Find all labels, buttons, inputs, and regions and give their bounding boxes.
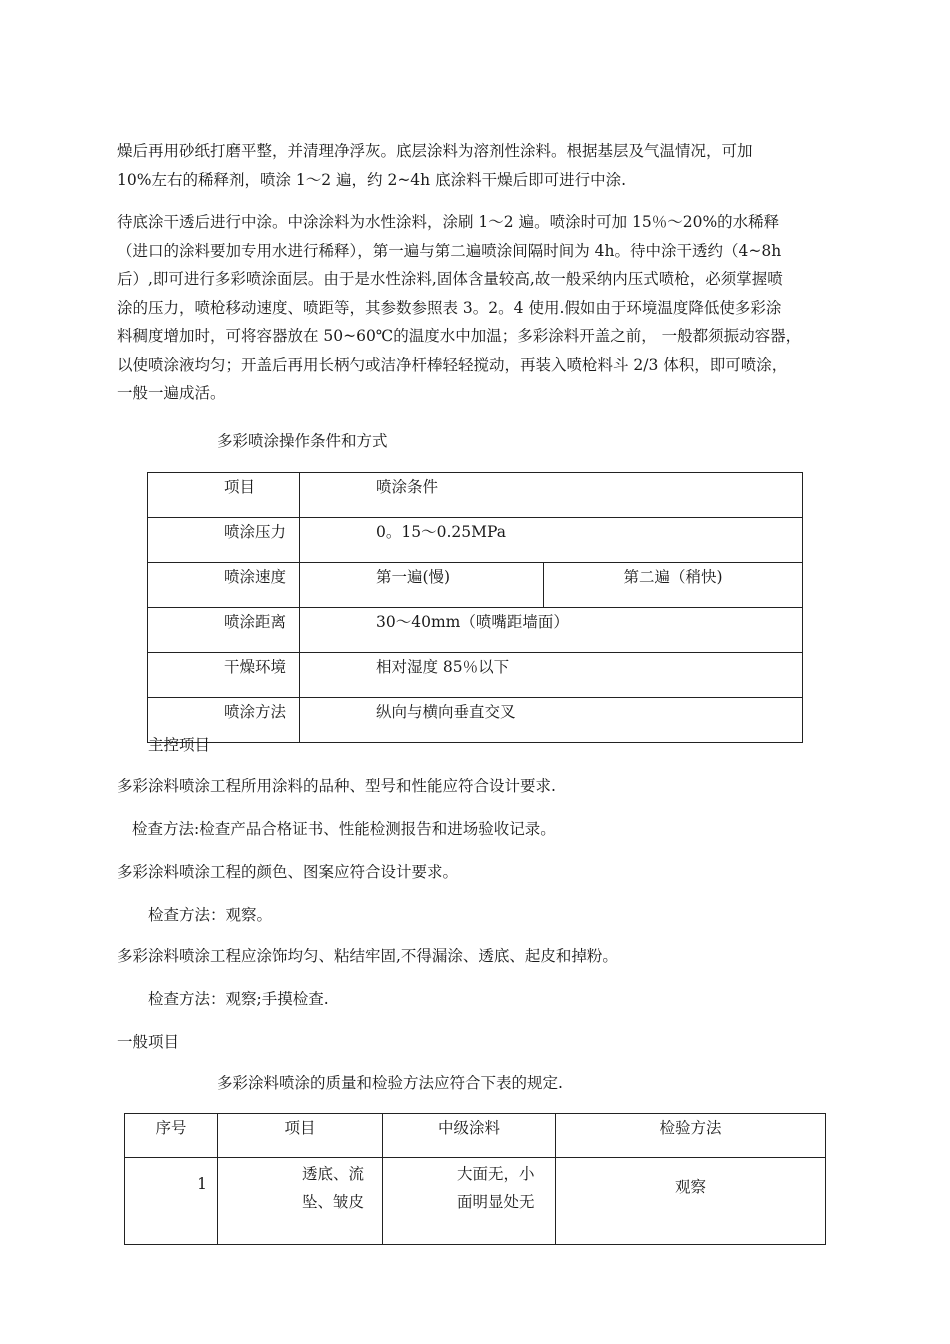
- requirement-text: 多彩涂料喷涂工程应涂饰均匀、粘结牢固,不得漏涂、透底、起皮和掉粉。: [117, 947, 618, 965]
- paragraph-line: （进口的涂料要加专用水进行稀释），第一遍与第二遍喷涂间隔时间为 4h。待中涂干透约（4~8h: [117, 241, 782, 260]
- table-row: [148, 698, 803, 743]
- table-header-row: [125, 1114, 826, 1158]
- table-cell: 喷涂压力: [148, 518, 300, 563]
- table-cell: 干燥环境: [148, 653, 300, 698]
- table-cell: 项目: [218, 1114, 383, 1158]
- table-cell: 第一遍(慢): [300, 563, 544, 608]
- table-cell: 喷涂条件: [300, 473, 803, 518]
- table-row: [148, 608, 803, 653]
- table-row: [148, 518, 803, 563]
- paragraph-line: 一般一遍成活。: [117, 384, 226, 402]
- intro-line: 10%左右的稀释剂，喷涂 1～2 遍，约 2~4h 底涂料干燥后即可进行中涂.: [117, 171, 627, 189]
- table-cell: 30～40mm（喷嘴距墙面）: [300, 608, 803, 653]
- table-header-row: [148, 473, 803, 518]
- main-control-heading: 主控项目: [148, 736, 211, 754]
- requirement-text: 多彩涂料喷涂工程的颜色、图案应符合设计要求。: [117, 863, 459, 881]
- table1-caption: 多彩喷涂操作条件和方式: [217, 432, 388, 450]
- table-cell: 检验方法: [556, 1114, 826, 1158]
- table-cell: 纵向与横向垂直交叉: [300, 698, 803, 743]
- table-cell: [383, 1158, 556, 1245]
- paragraph-line: 后）,即可进行多彩喷涂面层。由于是水性涂料,固体含量较高,故一般采纳内压式喷枪，必须掌握喷: [117, 270, 783, 288]
- table-row: [148, 563, 803, 608]
- cell-text: 透底、流坠、皱皮: [302, 1165, 365, 1211]
- table-row: [125, 1158, 826, 1245]
- table-cell: 中级涂料: [383, 1114, 556, 1158]
- inspection-method: 检查方法：观察。: [148, 906, 273, 924]
- intro-paragraph: [117, 137, 837, 195]
- table-row: [148, 653, 803, 698]
- table-cell: 1: [125, 1158, 218, 1245]
- table-cell: 相对湿度 85％以下: [300, 653, 803, 698]
- middle-coat-paragraph: [117, 208, 839, 408]
- table2-caption: 多彩涂料喷涂的质量和检验方法应符合下表的规定.: [217, 1074, 563, 1092]
- table-cell: 喷涂速度: [148, 563, 300, 608]
- table-cell: 第二遍（稍快): [544, 563, 803, 608]
- requirement-text: 多彩涂料喷涂工程所用涂料的品种、型号和性能应符合设计要求.: [117, 777, 556, 795]
- spray-conditions-table: [147, 472, 803, 743]
- inspection-method: 检查方法:检查产品合格证书、性能检测报告和进场验收记录。: [132, 820, 556, 838]
- table-cell: 喷涂距离: [148, 608, 300, 653]
- paragraph-line: 以使喷涂液均匀；开盖后再用长柄勺或洁净杆棒轻轻搅动，再装入喷枪料斗 2/3 体积，即可喷涂，: [117, 355, 788, 374]
- table-cell: 观察: [556, 1158, 826, 1245]
- paragraph-line: 料稠度增加时，可将容器放在 50~60℃的温度水中加温；多彩涂料开盖之前， 一般都须振动容器，: [117, 327, 802, 345]
- inspection-method: 检查方法：观察;手摸检查.: [148, 990, 329, 1008]
- table-cell: 序号: [125, 1114, 218, 1158]
- general-heading: 一般项目: [117, 1033, 180, 1051]
- table-cell: 0。15～0.25MPa: [300, 518, 803, 563]
- paragraph-line: 待底涂干透后进行中涂。中涂涂料为水性涂料，涂刷 1～2 遍。喷涂时可加 15％～20%的水稀释: [117, 213, 780, 231]
- paragraph-line: 涂的压力，喷枪移动速度、喷距等，其参数参照表 3。2。4 使用.假如由于环境温度降低使多彩涂: [117, 298, 782, 317]
- intro-line: 燥后再用砂纸打磨平整，并清理净浮灰。底层涂料为溶剂性涂料。根据基层及气温情况，可加: [117, 142, 753, 160]
- quality-inspection-table: [124, 1113, 826, 1245]
- table-cell: 喷涂方法: [148, 698, 300, 743]
- cell-text: 大面无，小面明显处无: [457, 1165, 535, 1211]
- table-cell: [218, 1158, 383, 1245]
- table-cell: 项目: [148, 473, 300, 518]
